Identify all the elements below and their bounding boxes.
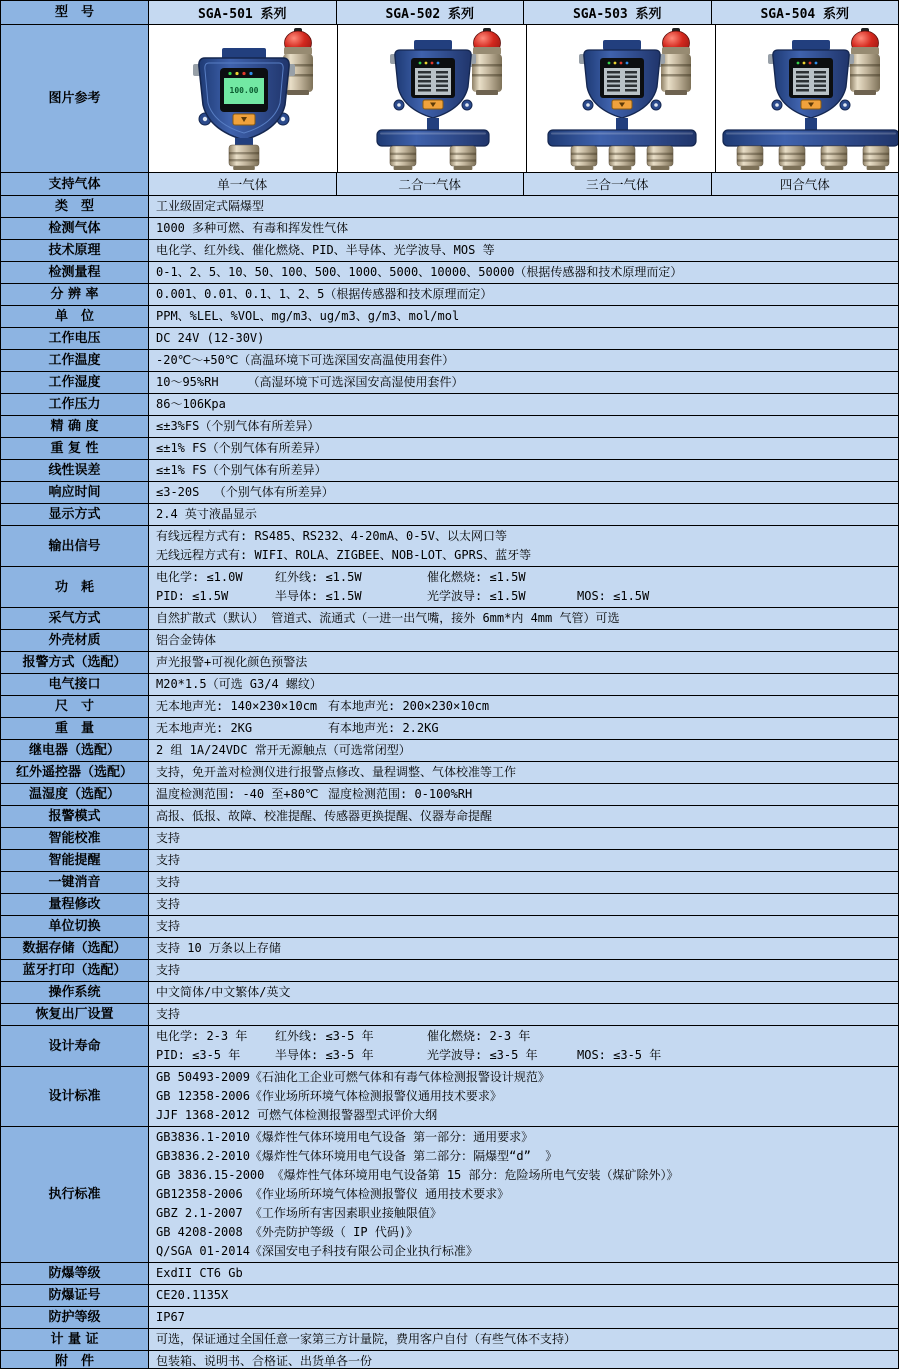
- spec-value-line: ≤3-20S （个别气体有所差异）: [156, 485, 334, 499]
- spec-row-label: 量程修改: [1, 894, 149, 915]
- spec-row: [1, 1285, 898, 1307]
- spec-row: [1, 1004, 898, 1026]
- spec-row: [1, 350, 898, 372]
- spec-value-line: 自然扩散式（默认） 管道式、流通式（一进一出气嘴，接外 6mm*内 4mm 气管）可选: [156, 611, 620, 625]
- spec-value-line: 2.4 英寸液晶显示: [156, 507, 257, 521]
- spec-value-line: IP67: [156, 1310, 185, 1324]
- spec-row-label: 智能提醒: [1, 850, 149, 871]
- spec-row-label: 设计寿命: [1, 1026, 149, 1066]
- spec-value-line: 支持: [156, 919, 181, 933]
- product-image-cell-3: [527, 25, 716, 172]
- spec-value-segment: 催化燃烧: 2-3 年: [427, 1029, 531, 1043]
- spec-row-label: 检测气体: [1, 218, 149, 239]
- spec-value-line: [156, 1027, 894, 1046]
- spec-value-line: 工业级固定式隔爆型: [156, 199, 265, 213]
- spec-row: [1, 1263, 898, 1285]
- spec-row: [1, 982, 898, 1004]
- spec-row: [1, 482, 898, 504]
- spec-row-value: [149, 196, 898, 217]
- product-image-cell-2: [338, 25, 527, 172]
- spec-value-line: [156, 587, 894, 606]
- spec-value-line: 高报、低报、故障、校准提醒、传感器更换提醒、仪器寿命提醒: [156, 809, 493, 823]
- model-header-sga-501: SGA-501 系列: [149, 1, 337, 24]
- spec-row-value: [149, 982, 898, 1003]
- spec-row-value: [149, 394, 898, 415]
- spec-row-label: 采气方式: [1, 608, 149, 629]
- product-image-cell-1: [149, 25, 338, 172]
- spec-row-label: 附 件: [1, 1351, 149, 1369]
- spec-value-line: -20℃～+50℃（高温环境下可选深国安高温使用套件）: [156, 353, 455, 367]
- spec-value-segment: 湿度检测范围: 0-100%RH: [328, 787, 473, 801]
- spec-value-segment: 有本地声光: 2.2KG: [328, 721, 439, 735]
- spec-value-line: [156, 697, 894, 716]
- spec-row: [1, 1026, 898, 1067]
- spec-row-label: 工作温度: [1, 350, 149, 371]
- gas-value-4: 四合气体: [712, 173, 899, 195]
- spec-row: [1, 262, 898, 284]
- spec-row-label: 一键消音: [1, 872, 149, 893]
- spec-row-value: [149, 372, 898, 393]
- spec-row-label: 外壳材质: [1, 630, 149, 651]
- product-image-cell-4: [716, 25, 899, 172]
- spec-row: [1, 762, 898, 784]
- spec-row-label: 功 耗: [1, 567, 149, 607]
- spec-value-line: ≤±1% FS（个别气体有所差异）: [156, 441, 327, 455]
- spec-row: [1, 696, 898, 718]
- spec-value-line: 中文简体/中文繁体/英文: [156, 985, 291, 999]
- spec-value-line: Q/SGA 01-2014《深国安电子科技有限公司企业执行标准》: [156, 1244, 478, 1258]
- spec-row-value: [149, 240, 898, 261]
- spec-row: [1, 894, 898, 916]
- spec-row-label: 分 辨 率: [1, 284, 149, 305]
- spec-row: [1, 196, 898, 218]
- spec-row-label: 计 量 证: [1, 1329, 149, 1350]
- gas-value-1: 单一气体: [149, 173, 337, 195]
- spec-row-value: [149, 762, 898, 783]
- svg-text:100.00: 100.00: [229, 85, 259, 95]
- spec-row: [1, 460, 898, 482]
- spec-value-segment: 无本地声光: 2KG: [156, 721, 253, 735]
- spec-row-value: [149, 306, 898, 327]
- spec-value-line: 10～95%RH （高湿环境下可选深国安高湿使用套件）: [156, 375, 464, 389]
- spec-row: [1, 674, 898, 696]
- spec-value-line: GB 4208-2008 《外壳防护等级（ IP 代码)》: [156, 1225, 419, 1239]
- spec-value-line: 支持: [156, 897, 181, 911]
- spec-row: [1, 240, 898, 262]
- spec-row-value: [149, 460, 898, 481]
- spec-value-line: [156, 785, 894, 804]
- spec-value-line: [156, 568, 894, 587]
- spec-row: [1, 372, 898, 394]
- spec-row: [1, 784, 898, 806]
- spec-value-segment: 电化学: ≤1.0W: [156, 570, 243, 584]
- spec-row-label: 执行标准: [1, 1127, 149, 1262]
- spec-value-segment: 半导体: ≤3-5 年: [275, 1048, 374, 1062]
- spec-row-value: [149, 482, 898, 503]
- spec-row: [1, 938, 898, 960]
- spec-rows-container: [1, 196, 898, 1369]
- spec-row-value: [149, 1004, 898, 1025]
- spec-value-line: 1000 多种可燃、有毒和挥发性气体: [156, 221, 349, 235]
- spec-value-line: CE20.1135X: [156, 1288, 229, 1302]
- gas-detector-image-1-probe: [149, 26, 337, 172]
- gas-value-3: 三合一气体: [524, 173, 712, 195]
- spec-row: [1, 416, 898, 438]
- spec-row: [1, 504, 898, 526]
- spec-row-label: 蓝牙打印（选配）: [1, 960, 149, 981]
- spec-row: [1, 850, 898, 872]
- spec-value-line: 可选，保证通过全国任意一家第三方计量院，费用客户自付（有些气体不支持）: [156, 1332, 577, 1346]
- spec-value-line: GBZ 2.1-2007 《工作场所有害因素职业接触限值》: [156, 1206, 442, 1220]
- gas-row-label: 支持气体: [1, 173, 149, 195]
- spec-row-value: [149, 894, 898, 915]
- spec-row-value: [149, 806, 898, 827]
- spec-row-value: [149, 218, 898, 239]
- spec-row-value: [149, 916, 898, 937]
- spec-value-line: 支持: [156, 853, 181, 867]
- spec-value-line: 86～106Kpa: [156, 397, 226, 411]
- spec-row: [1, 740, 898, 762]
- spec-row: [1, 1307, 898, 1329]
- spec-value-segment: 红外线: ≤3-5 年: [275, 1029, 374, 1043]
- spec-row: [1, 1351, 898, 1369]
- spec-row-label: 继电器（选配）: [1, 740, 149, 761]
- model-header-sga-504: SGA-504 系列: [712, 1, 899, 24]
- spec-row: [1, 652, 898, 674]
- spec-row-label: 智能校准: [1, 828, 149, 849]
- spec-row: [1, 916, 898, 938]
- spec-row-value: [149, 328, 898, 349]
- header-label: 型 号: [1, 1, 149, 24]
- spec-value-line: 支持: [156, 831, 181, 845]
- spec-row: [1, 394, 898, 416]
- spec-row: [1, 718, 898, 740]
- spec-row-value: [149, 1329, 898, 1350]
- spec-row-value: [149, 504, 898, 525]
- spec-value-segment: 光学波导: ≤1.5W: [427, 589, 526, 603]
- spec-value-line: 支持: [156, 963, 181, 977]
- spec-row-label: 操作系统: [1, 982, 149, 1003]
- model-header-row: [1, 1, 898, 25]
- spec-row-value: [149, 828, 898, 849]
- spec-value-line: 支持: [156, 1007, 181, 1021]
- spec-value-segment: 半导体: ≤1.5W: [275, 589, 362, 603]
- spec-row-label: 温湿度（选配）: [1, 784, 149, 805]
- spec-row-value: [149, 1067, 898, 1126]
- spec-value-line: 2 组 1A/24VDC 常开无源触点（可选常闭型）: [156, 743, 411, 757]
- spec-value-line: 0-1、2、5、10、50、100、500、1000、5000、10000、50000（根据传感器和技术原理而定）: [156, 265, 683, 279]
- spec-row-label: 防爆等级: [1, 1263, 149, 1284]
- spec-value-segment: 电化学: 2-3 年: [156, 1029, 248, 1043]
- spec-value-line: DC 24V (12-30V): [156, 331, 265, 345]
- product-image-row: [1, 25, 898, 173]
- spec-row-label: 工作电压: [1, 328, 149, 349]
- spec-row-value: [149, 1026, 898, 1066]
- spec-value-line: ExdII CT6 Gb: [156, 1266, 243, 1280]
- spec-row-value: [149, 608, 898, 629]
- spec-value-line: GB3836.1-2010《爆炸性气体环境用电气设备 第一部分：通用要求》: [156, 1130, 534, 1144]
- spec-row: [1, 328, 898, 350]
- spec-value-line: ≤±3%FS（个别气体有所差异）: [156, 419, 320, 433]
- spec-row-label: 红外遥控器（选配）: [1, 762, 149, 783]
- spec-row-label: 单位切换: [1, 916, 149, 937]
- spec-row: [1, 526, 898, 567]
- spec-row-label: 数据存储（选配）: [1, 938, 149, 959]
- spec-value-segment: 有本地声光: 200×230×10cm: [328, 699, 490, 713]
- spec-row-label: 检测量程: [1, 262, 149, 283]
- spec-row-label: 工作压力: [1, 394, 149, 415]
- spec-row: [1, 306, 898, 328]
- spec-row-label: 单 位: [1, 306, 149, 327]
- spec-row-label: 报警模式: [1, 806, 149, 827]
- spec-row-label: 恢复出厂设置: [1, 1004, 149, 1025]
- spec-value-line: 有线远程方式有: RS485、RS232、4-20mA、0-5V、以太网口等: [156, 529, 507, 543]
- spec-value-segment: 红外线: ≤1.5W: [275, 570, 362, 584]
- gas-value-2: 二合一气体: [337, 173, 525, 195]
- spec-row-value: [149, 652, 898, 673]
- spec-row: [1, 828, 898, 850]
- spec-value-line: JJF 1368-2012 可燃气体检测报警器型式评价大纲: [156, 1108, 438, 1122]
- spec-value-segment: 光学波导: ≤3-5 年: [427, 1048, 538, 1062]
- supported-gas-row: [1, 173, 898, 196]
- spec-row-label: 设计标准: [1, 1067, 149, 1126]
- spec-row: [1, 284, 898, 306]
- spec-value-segment: 无本地声光: 140×230×10cm: [156, 699, 318, 713]
- gas-detector-image-3-probe: [527, 26, 715, 172]
- spec-row-value: [149, 696, 898, 717]
- spec-row-value: [149, 1351, 898, 1369]
- spec-row-value: [149, 960, 898, 981]
- spec-value-line: GB12358-2006 《作业场所环境气体检测报警仪 通用技术要求》: [156, 1187, 510, 1201]
- spec-row-value: [149, 1127, 898, 1262]
- spec-value-line: 包装箱、说明书、合格证、出货单各一份: [156, 1354, 373, 1368]
- spec-row-value: [149, 1263, 898, 1284]
- spec-row-value: [149, 938, 898, 959]
- spec-row-label: 精 确 度: [1, 416, 149, 437]
- spec-row-label: 防护等级: [1, 1307, 149, 1328]
- spec-row-label: 类 型: [1, 196, 149, 217]
- spec-row-value: [149, 850, 898, 871]
- spec-row-label: 技术原理: [1, 240, 149, 261]
- spec-row-label: 重 复 性: [1, 438, 149, 459]
- spec-row-value: [149, 284, 898, 305]
- spec-row-value: [149, 438, 898, 459]
- spec-row: [1, 218, 898, 240]
- spec-value-line: PPM、%LEL、%VOL、mg/m3、ug/m3、g/m3、mol/mol: [156, 309, 460, 323]
- spec-row-value: [149, 262, 898, 283]
- spec-row-label: 工作湿度: [1, 372, 149, 393]
- spec-value-line: 无线远程方式有: WIFI、ROLA、ZIGBEE、NOB-LOT、GPRS、蓝牙等: [156, 548, 532, 562]
- gas-detector-image-2-probe: [338, 26, 526, 172]
- spec-value-line: 电化学、红外线、催化燃烧、PID、半导体、光学波导、MOS 等: [156, 243, 495, 257]
- spec-row-value: [149, 674, 898, 695]
- spec-row-value: [149, 1285, 898, 1306]
- spec-value-segment: MOS: ≤3-5 年: [577, 1048, 662, 1062]
- spec-value-line: 声光报警+可视化颜色预警法: [156, 655, 308, 669]
- spec-row-label: 尺 寸: [1, 696, 149, 717]
- spec-row-label: 重 量: [1, 718, 149, 739]
- spec-value-line: 支持，免开盖对检测仪进行报警点修改、量程调整、气体校准等工作: [156, 765, 517, 779]
- spec-row-value: [149, 872, 898, 893]
- spec-value-line: 支持: [156, 875, 181, 889]
- spec-value-line: [156, 719, 894, 738]
- spec-row: [1, 960, 898, 982]
- spec-row-label: 输出信号: [1, 526, 149, 566]
- spec-value-segment: PID: ≤3-5 年: [156, 1048, 241, 1062]
- spec-row-label: 防爆证号: [1, 1285, 149, 1306]
- spec-row: [1, 608, 898, 630]
- spec-row: [1, 630, 898, 652]
- spec-row: [1, 1067, 898, 1127]
- spec-row: [1, 1127, 898, 1263]
- spec-value-line: [156, 1046, 894, 1065]
- image-row-label: 图片参考: [1, 25, 149, 172]
- spec-value-line: 0.001、0.01、0.1、1、2、5（根据传感器和技术原理而定）: [156, 287, 493, 301]
- spec-row-value: [149, 350, 898, 371]
- spec-row: [1, 806, 898, 828]
- spec-value-segment: 温度检测范围: -40 至+80℃: [156, 787, 319, 801]
- spec-value-line: M20*1.5（可选 G3/4 螺纹）: [156, 677, 322, 691]
- model-header-sga-502: SGA-502 系列: [337, 1, 525, 24]
- gas-detector-image-4-probe: [716, 26, 899, 172]
- spec-row: [1, 567, 898, 608]
- spec-value-line: ≤±1% FS（个别气体有所差异）: [156, 463, 327, 477]
- spec-value-line: GB 50493-2009《石油化工企业可燃气体和有毒气体检测报警设计规范》: [156, 1070, 550, 1084]
- spec-row-label: 报警方式（选配）: [1, 652, 149, 673]
- spec-row-label: 显示方式: [1, 504, 149, 525]
- spec-row-label: 线性误差: [1, 460, 149, 481]
- spec-value-line: 支持 10 万条以上存储: [156, 941, 281, 955]
- spec-value-line: 铝合金铸体: [156, 633, 217, 647]
- spec-row-label: 电气接口: [1, 674, 149, 695]
- model-header-sga-503: SGA-503 系列: [524, 1, 712, 24]
- spec-value-segment: 催化燃烧: ≤1.5W: [427, 570, 526, 584]
- spec-row-value: [149, 567, 898, 607]
- spec-row-value: [149, 784, 898, 805]
- spec-row-label: 响应时间: [1, 482, 149, 503]
- spec-value-line: GB 12358-2006《作业场所环境气体检测报警仪通用技术要求》: [156, 1089, 502, 1103]
- spec-value-segment: MOS: ≤1.5W: [577, 589, 650, 603]
- spec-row-value: [149, 740, 898, 761]
- spec-row-value: [149, 1307, 898, 1328]
- spec-value-line: GB 3836.15-2000 《爆炸性气体环境用电气设备第 15 部分：危险场所电气安装（煤矿除外）》: [156, 1168, 679, 1182]
- spec-value-line: GB3836.2-2010《爆炸性气体环境用电气设备 第二部分：隔爆型“d” 》: [156, 1149, 558, 1163]
- spec-row-value: [149, 526, 898, 566]
- spec-row: [1, 438, 898, 460]
- spec-row-value: [149, 416, 898, 437]
- spec-row: [1, 1329, 898, 1351]
- spec-row: [1, 872, 898, 894]
- spec-value-segment: PID: ≤1.5W: [156, 589, 229, 603]
- spec-row-value: [149, 718, 898, 739]
- spec-row-value: [149, 630, 898, 651]
